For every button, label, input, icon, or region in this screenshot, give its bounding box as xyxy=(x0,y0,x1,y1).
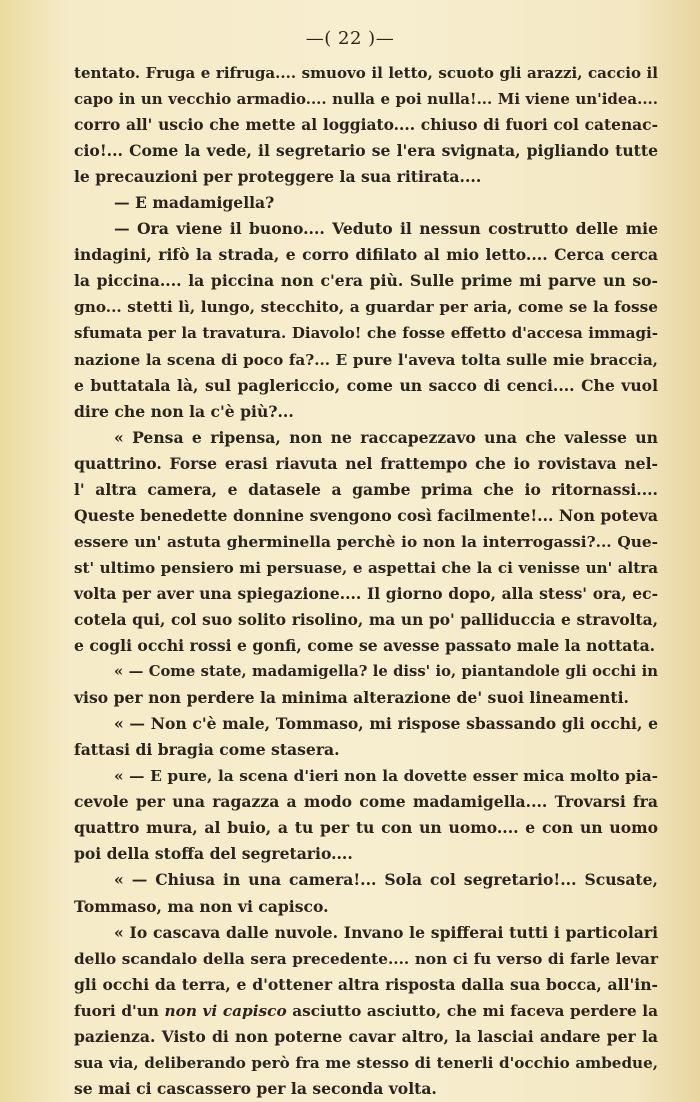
text-line: st' ultimo pensiero mi persuase, e aspettai che la ci venisse un' altra xyxy=(74,558,658,577)
text-line: — E madamigella? xyxy=(114,193,275,213)
text-line: e cogli occhi rossi e gonfi, come se avesse passato male la nottata. xyxy=(74,636,656,656)
text-line: « — Non c'è male, Tommaso, mi rispose sbassando gli occhi, e xyxy=(114,714,658,734)
text-line: « Io cascava dalle nuvole. Invano le spifferai tutti i particolari xyxy=(114,922,658,942)
text-line: Queste benedette donnine svengono così facilmente!... Non poteva xyxy=(74,505,658,525)
italic-phrase: non vi capisco xyxy=(164,1001,287,1020)
text-line: — Ora viene il buono.... Veduto il nessun costrutto delle mie xyxy=(114,219,658,239)
text-line: quattrino. Forse erasi riavuta nel frattempo che io rovistava nel- xyxy=(74,453,658,473)
text-line: dire che non la c'è più?... xyxy=(74,401,294,421)
text-line: « — Come state, madamigella? le diss' io, piantandole gli occhi in xyxy=(114,663,658,681)
text-line: indagini, rifò la strada, e corro difilato al mio letto.... Cerca cerca xyxy=(74,245,658,265)
text-line: cevole per una ragazza a modo come madamigella.... Trovarsi fra xyxy=(74,792,658,812)
page-number-header: —( 22 )— xyxy=(305,28,395,49)
text-line: se mai ci cascassero per la seconda volta. xyxy=(74,1078,437,1098)
text-line: Tommaso, ma non vi capisco. xyxy=(74,896,329,916)
text-line: viso per non perdere la minima alterazione de' suoi lineamenti. xyxy=(74,688,629,708)
text-line: e buttatala là, sul paglericcio, come un sacco di cenci.... Che vuol xyxy=(74,375,658,395)
text-line: sfumata per la travatura. Diavolo! che fosse effetto d'accesa immagi- xyxy=(74,324,658,343)
text-line: essere un' astuta gherminella perchè io non la interrogassi?... Que- xyxy=(74,532,658,551)
text-segment: fuori d'un xyxy=(74,1001,165,1020)
text-line: sua via, deliberando però fra me stesso di tenerli d'occhio ambedue, xyxy=(74,1053,658,1072)
text-line: l' altra camera, e datasele a gambe prima che io ritornassi.... xyxy=(74,479,658,499)
text-line: gno... stetti lì, lungo, stecchito, a guardar per aria, come se la fosse xyxy=(74,298,658,317)
text-line: nazione la scena di poco fa?... E pure l'aveva tolta sulle mie braccia, xyxy=(74,350,658,369)
text-line: gli occhi da terra, e d'ottener altra risposta dalla sua bocca, all'in- xyxy=(74,974,658,994)
text-line: capo in un vecchio armadio.... nulla e poi nulla!... Mi viene un'idea.... xyxy=(74,90,658,109)
text-segment: asciutto asciutto, che mi faceva perdere la xyxy=(286,1001,658,1020)
text-line: la piccina.... la piccina non c'era più. Sulle prime mi parve un so- xyxy=(74,271,658,291)
text-line: poi della stoffa del segretario.... xyxy=(74,844,353,864)
text-line: le precauzioni per proteggere la sua ritirata.... xyxy=(74,167,482,187)
text-line: cio!... Come la vede, il segretario se l'era svignata, pigliando tutte xyxy=(74,141,658,161)
page-body-text xyxy=(74,60,658,1102)
text-line: corro all' uscio che mette al loggiato.... chiuso di fuori col catenac- xyxy=(74,115,658,135)
text-line: quattro mura, al buio, a tu per tu con un uomo.... e con un uomo xyxy=(74,818,658,838)
text-line: « Pensa e ripensa, non ne raccapezzavo una che valesse un xyxy=(114,427,658,447)
text-line: volta per aver una spiegazione.... Il giorno dopo, alla stess' ora, ec- xyxy=(74,583,658,603)
text-line: dello scandalo della sera precedente.... non ci fu verso di farle levar xyxy=(74,949,658,968)
text-line: « — Chiusa in una camera!... Sola col segretario!... Scusate, xyxy=(114,870,658,890)
text-line: « — E pure, la scena d'ieri non la dovette esser mica molto pia- xyxy=(114,767,658,786)
text-line: cotela qui, col suo solito risolino, ma un po' palliduccia e stravolta, xyxy=(74,610,658,629)
text-line: fattasi di bragia come stasera. xyxy=(74,740,340,760)
text-line-with-italic xyxy=(74,998,658,1024)
text-line: pazienza. Visto di non poterne cavar altro, la lasciai andare per la xyxy=(74,1026,658,1046)
text-line: tentato. Fruga e rifruga.... smuovo il letto, scuoto gli arazzi, caccio il xyxy=(74,64,658,82)
